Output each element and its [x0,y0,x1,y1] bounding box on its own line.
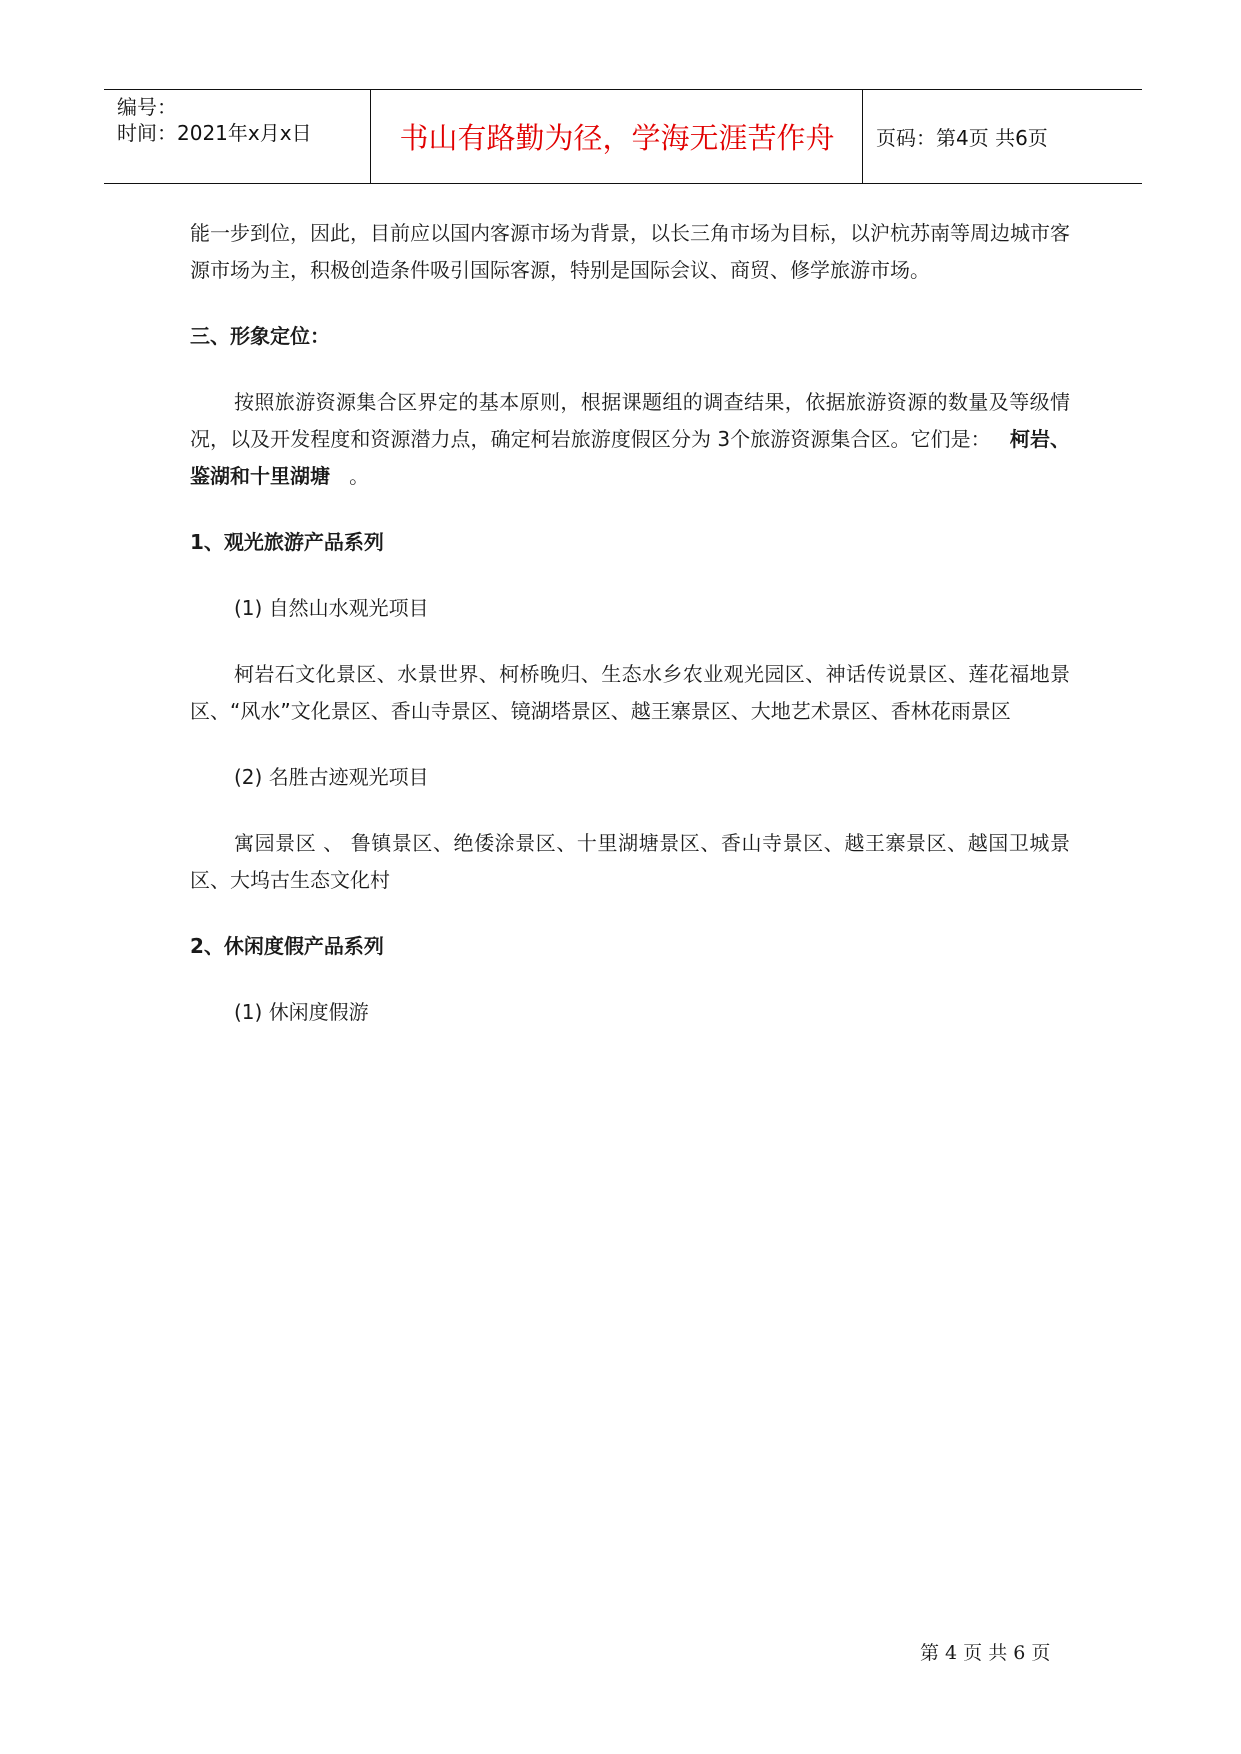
resource-zones-text: 按照旅游资源集合区界定的基本原则，根据课题组的调查结果，依据旅游资源的数量及等级情况，以及开发程度和资源潜力点，确定柯岩旅游度假区分为 3个旅游资源集合区。它们是： [190,390,1070,451]
subitem-leisure-vacation: (1) 休闲度假游 [234,1000,369,1024]
serial-number-label: 编号： [117,95,177,119]
header-page-number: 页码：第4页 共6页 [876,126,1048,150]
subsection-heading-sightseeing: 1、观光旅游产品系列 [190,530,384,554]
resource-zones-end: 。 [349,464,370,488]
paragraph-natural-scenic-areas: 柯岩石文化景区、水景世界、柯桥晚归、生态水乡农业观光园区、神话传说景区、莲花福地景区、“风水”文化景区、香山寺景区、镜湖塔景区、越王寨景区、大地艺术景区、香林花雨景区 [190,662,1070,723]
subitem-natural-scenery: (1) 自然山水观光项目 [234,596,429,620]
page-footer: 第 4 页 共 6 页 [920,1642,1051,1664]
header-divider-right [862,89,863,183]
subsection-heading-leisure: 2、休闲度假产品系列 [190,934,384,958]
subitem-historic-sites: (2) 名胜古迹观光项目 [234,765,429,789]
header-divider-left [370,89,371,183]
paragraph-historic-scenic-areas: 寓园景区 、 鲁镇景区、绝倭涂景区、十里湖塘景区、香山寺景区、越王寨景区、越国卫城景区、大坞古生态文化村 [190,831,1070,892]
paragraph-resource-zones [190,384,1070,495]
document-body [190,215,1070,1031]
date-label: 时间：2021年x月x日 [117,121,312,145]
header-bottom-rule [104,183,1142,184]
section-heading-image-positioning: 三、形象定位： [190,324,330,348]
paragraph-market-positioning: 能一步到位，因此，目前应以国内客源市场为背景，以长三角市场为目标，以沪杭苏南等周边城市客源市场为主，积极创造条件吸引国际客源，特别是国际会议、商贸、修学旅游市场。 [190,221,1070,282]
resource-zones-names: 柯岩、鉴湖和十里湖塘 [190,427,1071,488]
header-top-rule [104,89,1142,90]
header-motto: 书山有路勤为径，学海无涯苦作舟 [399,121,835,155]
